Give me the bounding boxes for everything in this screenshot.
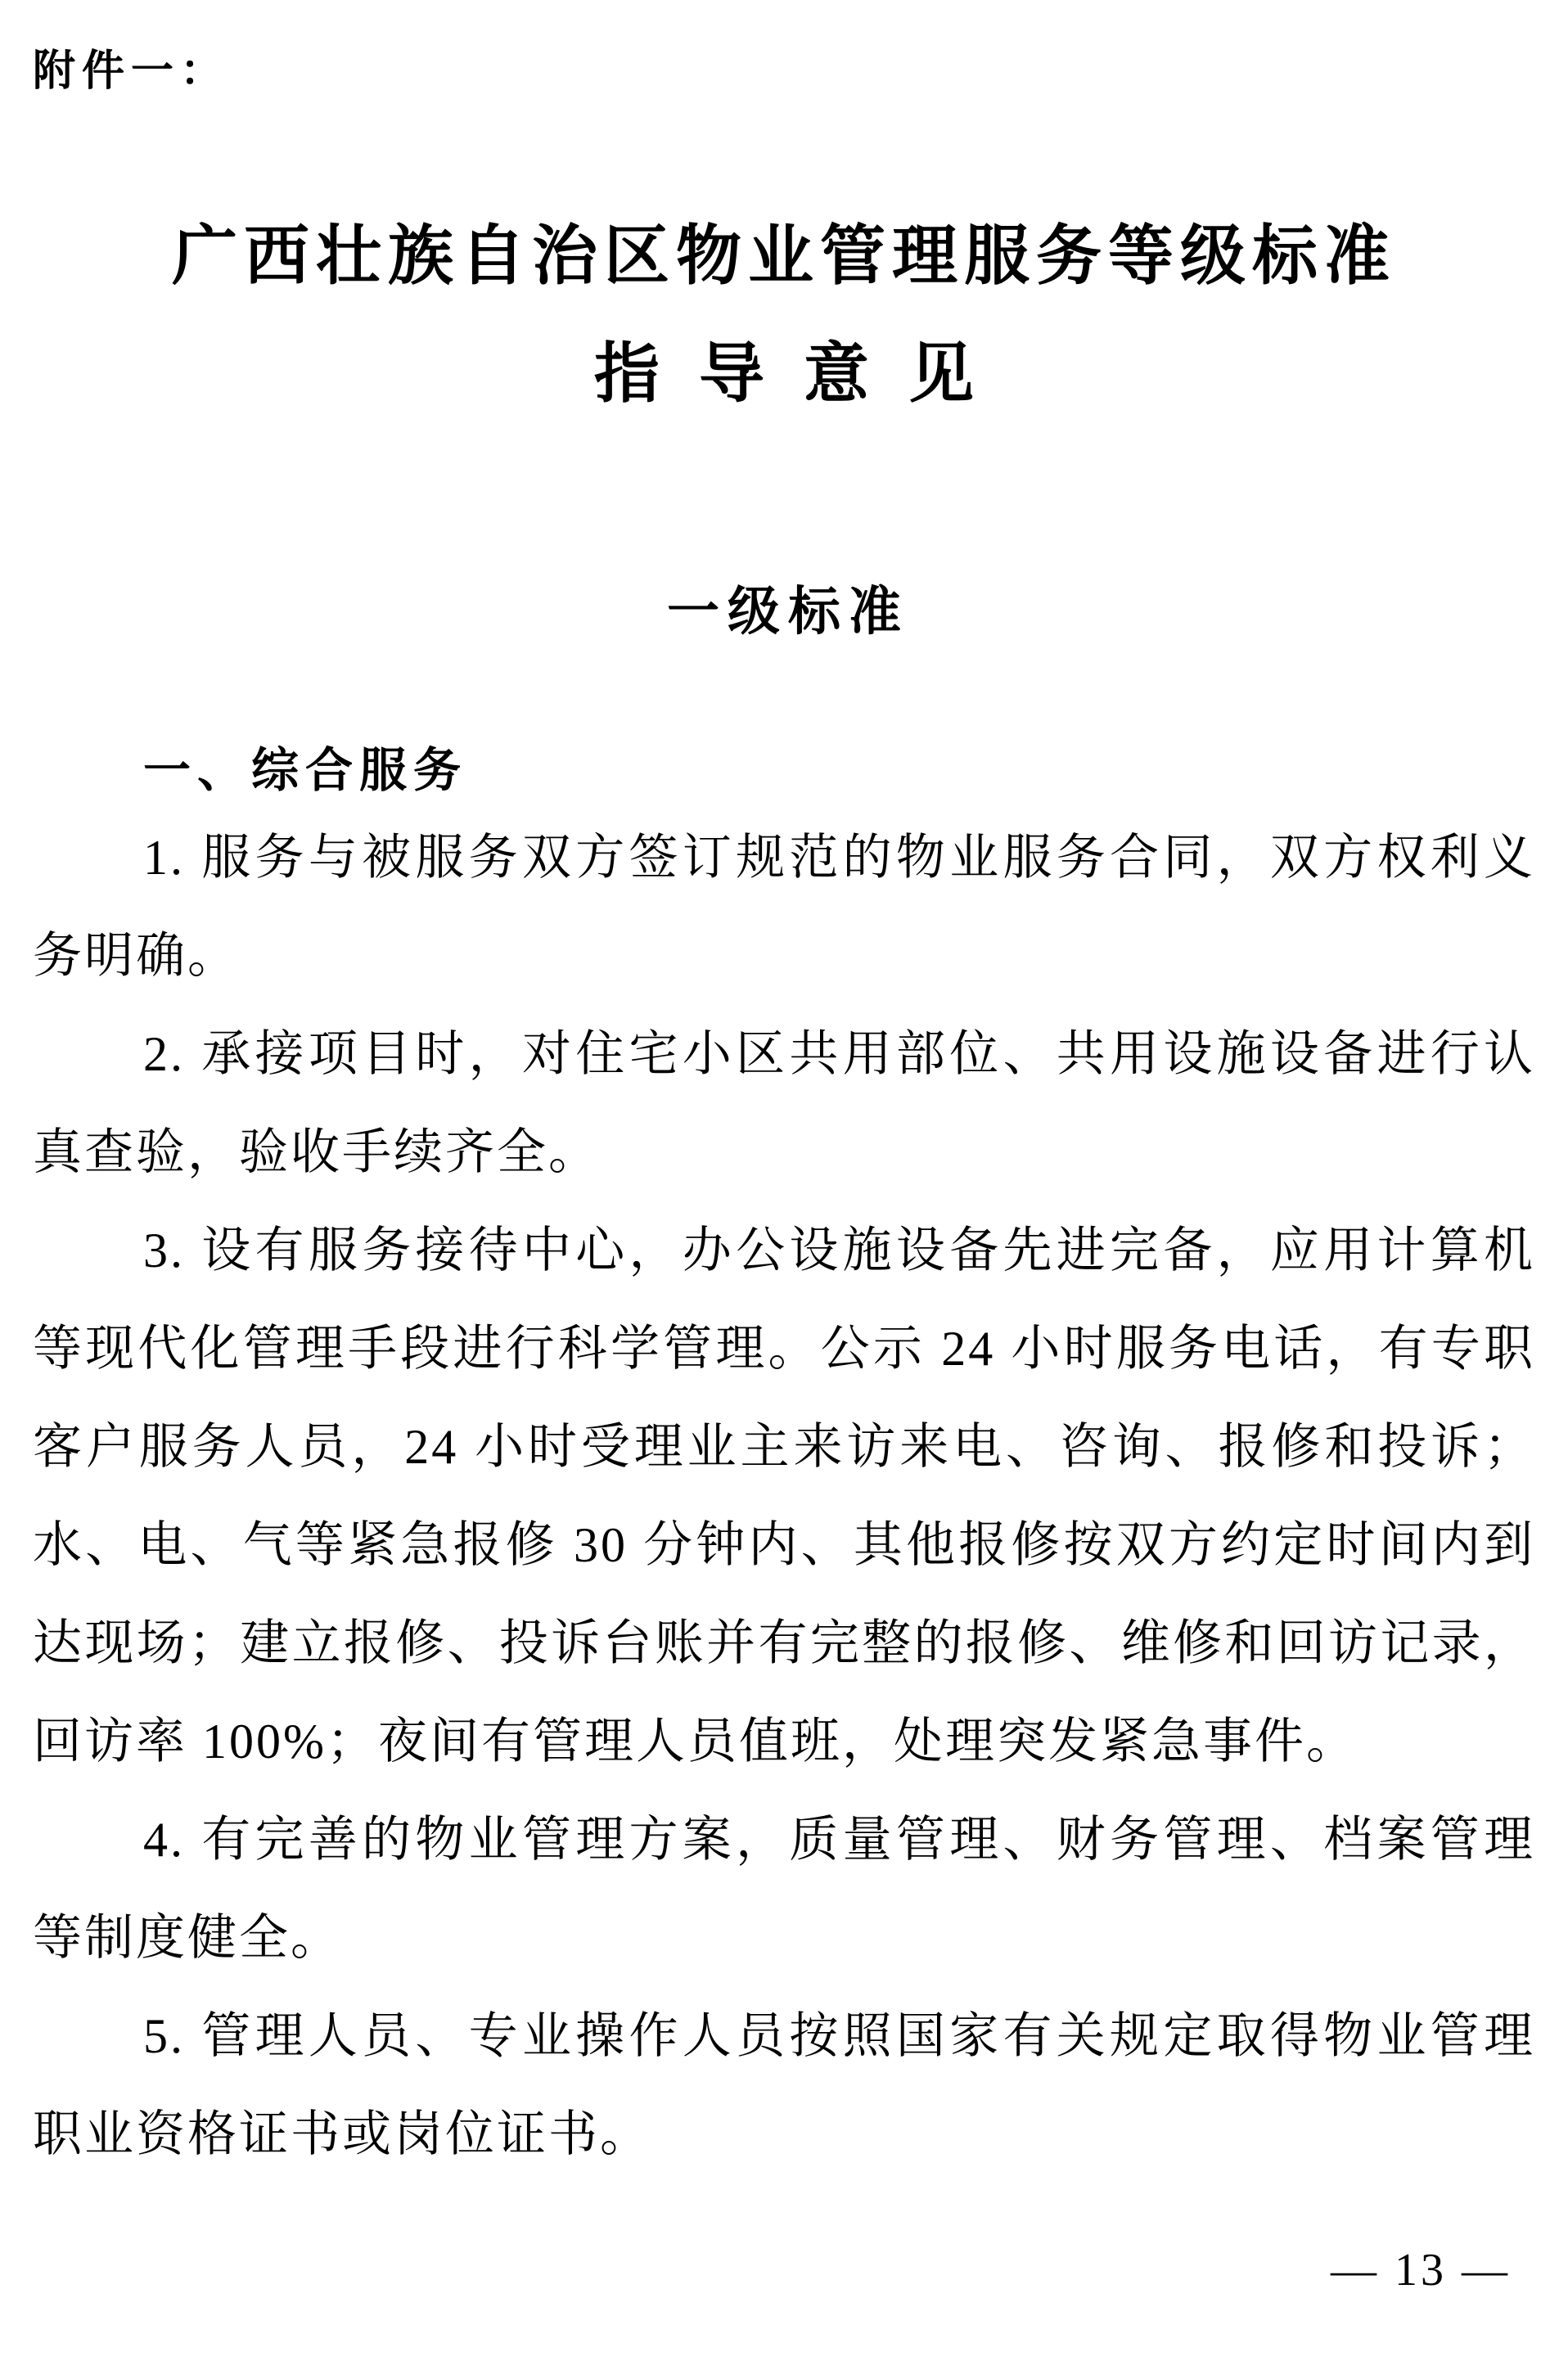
paragraph-1: 1. 服务与被服务双方签订规范的物业服务合同，双方权利义务明确。: [33, 831, 1535, 983]
level-heading: 一级标准: [667, 582, 909, 641]
document-title-line1: 广西壮族自治区物业管理服务等级标准: [172, 221, 1396, 293]
attachment-label: 附件一：: [33, 47, 230, 95]
paragraph-5: 5. 管理人员、专业操作人员按照国家有关规定取得物业管理职业资格证书或岗位证书。: [33, 2009, 1535, 2161]
body-text: [33, 809, 1535, 2183]
document-title-line2: 指导意见: [594, 339, 1013, 411]
page-number: — 13 —: [1331, 2245, 1511, 2296]
paragraph-3: 3. 设有服务接待中心，办公设施设备先进完备，应用计算机等现代化管理手段进行科学管理。公示 24 小时服务电话，有专职客户服务人员，24 小时受理业主来访来电、咨询、报修和投诉；水、电、气等紧急报修 30 分钟内、其他报修按双方约定时间内到达现场；建立报修、投诉台账并有完整的报修、维修和回访记录，回访率 100%；夜间有管理人员值班，处理突发紧急事件。: [33, 1223, 1535, 1768]
paragraph-4: 4. 有完善的物业管理方案，质量管理、财务管理、档案管理等制度健全。: [33, 1813, 1535, 1965]
section-heading: 一、综合服务: [143, 744, 468, 797]
paragraph-2: 2. 承接项目时，对住宅小区共用部位、共用设施设备进行认真查验，验收手续齐全。: [33, 1027, 1535, 1179]
